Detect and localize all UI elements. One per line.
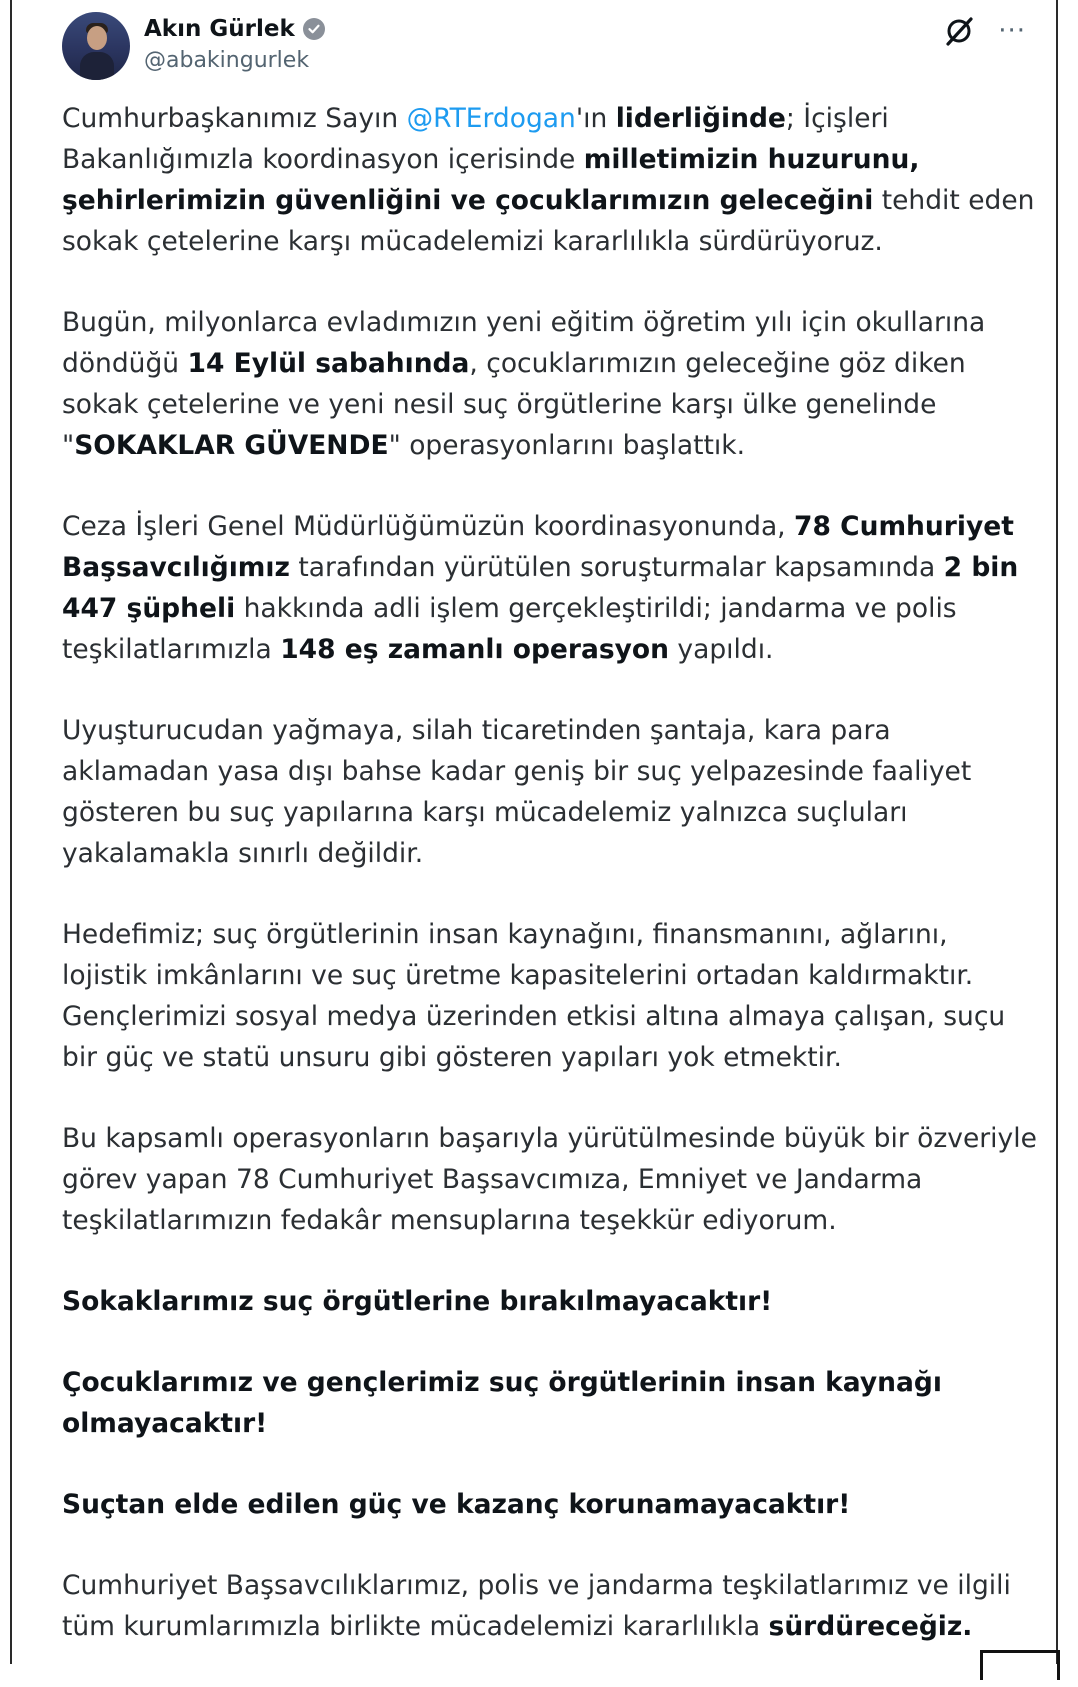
author-handle[interactable]: @abakingurlek bbox=[144, 48, 310, 73]
text-segment: hakkında adli işlem gerçekleştirildi; jandarma ve polis teşkilatlarımızla bbox=[62, 593, 957, 665]
text-segment: tehdit eden sokak çetelerine karşı mücadelemizi kararlılıkla sürdürüyoruz. bbox=[62, 185, 1035, 257]
more-options-icon[interactable]: ··· bbox=[998, 16, 1026, 46]
text-segment: Ceza İşleri Genel Müdürlüğümüzün koordinasyonunda, bbox=[62, 511, 795, 542]
text-segment: Bu kapsamlı operasyonların başarıyla yürütülmesinde büyük bir özveriyle görev yapan 78 Cumhuriyet Başsavcımıza, Emniyet ve Jandarma teşkilatlarımızın fedakâr mensuplarına teşekkür ediyorum. bbox=[62, 1123, 1037, 1236]
tweet-paragraph bbox=[62, 98, 1037, 262]
bold-text: Suçtan elde edilen güç ve kazanç korunamayacaktır! bbox=[62, 1489, 851, 1520]
avatar-torso bbox=[80, 52, 114, 80]
text-segment: Hedefimiz; suç örgütlerinin insan kaynağını, finansmanını, ağlarını, lojistik imkânlarını ve suç üretme kapasitelerini ortadan kaldırmaktır. Gençlerimizi sosyal medya üzerinden etkisi altına almaya çalışan, suçu bir güç ve statü unsuru gibi gösteren yapıları yok etmektir. bbox=[62, 919, 1006, 1073]
text-segment: Cumhurbaşkanımız Sayın bbox=[62, 103, 407, 134]
bold-text: sürdüreceğiz. bbox=[768, 1611, 973, 1642]
text-segment: ; İçişleri Bakanlığımızla koordinasyon içerisinde bbox=[62, 103, 889, 175]
text-segment: " operasyonlarını başlattık. bbox=[388, 430, 745, 461]
bold-text: liderliğinde bbox=[615, 103, 786, 134]
verified-badge-icon bbox=[303, 18, 325, 40]
tweet-paragraph bbox=[62, 1118, 1037, 1241]
tweet-paragraph bbox=[62, 1484, 1037, 1525]
bold-text: milletimizin huzurunu, şehirlerimizin güvenliğini ve çocuklarımızın geleceğini bbox=[62, 144, 920, 216]
bold-text: 148 eş zamanlı operasyon bbox=[280, 634, 669, 665]
avatar[interactable] bbox=[62, 12, 130, 80]
tweet-paragraph bbox=[62, 1281, 1037, 1322]
bold-text: 78 Cumhuriyet Başsavcılığımız bbox=[62, 511, 1014, 583]
author-display-name[interactable]: Akın Gürlek bbox=[144, 16, 295, 42]
text-segment: , çocuklarımızın geleceğine göz diken sokak çetelerine ve yeni nesil suç örgütlerine karşı ülke genelinde " bbox=[62, 348, 966, 461]
tweet-actions-top bbox=[942, 14, 1026, 48]
text-segment: Bugün, milyonlarca evladımızın yeni eğitim öğretim yılı için okullarına döndüğü bbox=[62, 307, 986, 379]
bold-text: 2 bin 447 şüpheli bbox=[62, 552, 1019, 624]
avatar-face bbox=[87, 26, 107, 50]
tweet-paragraph bbox=[62, 1565, 1037, 1647]
grok-icon[interactable] bbox=[942, 14, 976, 48]
tweet-paragraph bbox=[62, 1362, 1037, 1444]
tweet-paragraph bbox=[62, 506, 1037, 670]
tweet-text bbox=[62, 98, 1037, 1687]
text-segment: yapıldı. bbox=[668, 634, 774, 665]
bold-text: Sokaklarımız suç örgütlerine bırakılmayacaktır! bbox=[62, 1286, 773, 1317]
text-segment: 'ın bbox=[575, 103, 616, 134]
bold-text: 14 Eylül sabahında bbox=[187, 348, 470, 379]
bold-text: SOKAKLAR GÜVENDE bbox=[74, 430, 389, 461]
author-name-row bbox=[144, 16, 325, 42]
tweet-paragraph bbox=[62, 710, 1037, 874]
text-segment: tarafından yürütülen soruşturmalar kapsamında bbox=[289, 552, 944, 583]
text-segment: Cumhuriyet Başsavcılıklarımız, polis ve jandarma teşkilatlarımız ve ilgili tüm kurumlarımızla birlikte mücadelemizi kararlılıkla bbox=[62, 1570, 1011, 1642]
mention-link[interactable]: @RTErdogan bbox=[406, 103, 576, 134]
text-segment: Uyuşturucudan yağmaya, silah ticaretinden şantaja, kara para aklamadan yasa dışı bahse kadar geniş bir suç yelpazesinde faaliyet gösteren bu suç yapılarına karşı mücadelemiz yalnızca suçluları yakalamakla sınırlı değildir. bbox=[62, 715, 972, 869]
bold-text: Çocuklarımız ve gençlerimiz suç örgütlerinin insan kaynağı olmayacaktır! bbox=[62, 1367, 942, 1439]
tweet-paragraph bbox=[62, 914, 1037, 1078]
tweet-paragraph bbox=[62, 302, 1037, 466]
corner-widget bbox=[980, 1650, 1060, 1680]
